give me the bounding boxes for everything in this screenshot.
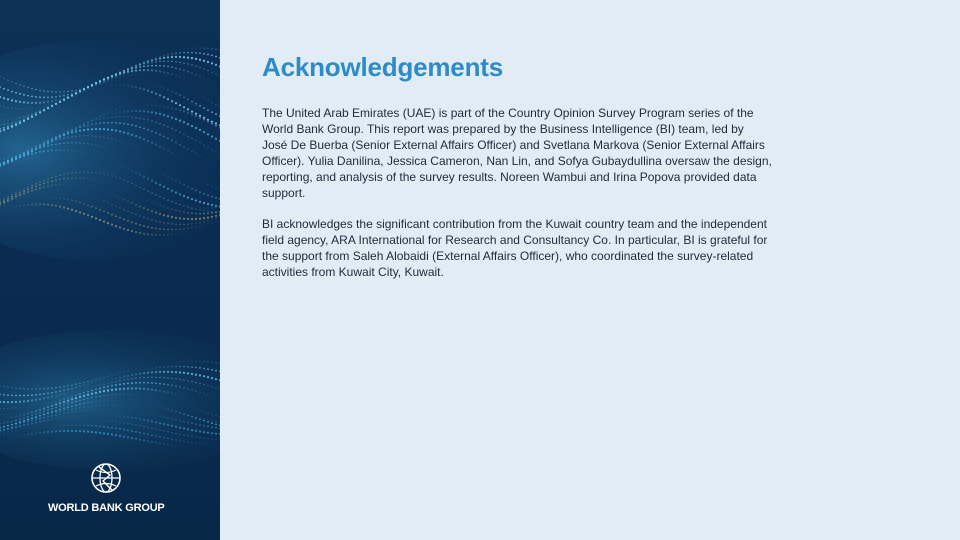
decorative-side-panel <box>0 0 220 540</box>
paragraph-intro: The United Arab Emirates (UAE) is part of the Country Opinion Survey Program series of the World Bank Group. This report was prepared by the Business Intelligence (BI) team, led by José De Buerba (Senior External Affairs Officer) and Svetlana Markova (Senior External Affairs Officer). Yulia Danilina, Jessica Cameron, Nan Lin, and Sofya Gubaydullina oversaw the design, reporting, and analysis of the survey results. Noreen Wambui and Irina Popova provided data support. <box>262 106 772 200</box>
page-title: Acknowledgements <box>262 52 503 82</box>
paragraph-contribution: BI acknowledges the significant contribution from the Kuwait country team and the independent field agency, ARA International for Research and Consultancy Co. In particular, BI is grateful for the support from Saleh Alobaidi (External Affairs Officer), who coordinated the survey-related activities from Kuwait City, Kuwait. <box>262 217 768 279</box>
logo-text: WORLD BANK GROUP <box>48 502 165 514</box>
globe-icon <box>90 462 122 494</box>
particle-wave-graphic <box>0 0 220 540</box>
content-area <box>262 52 772 295</box>
